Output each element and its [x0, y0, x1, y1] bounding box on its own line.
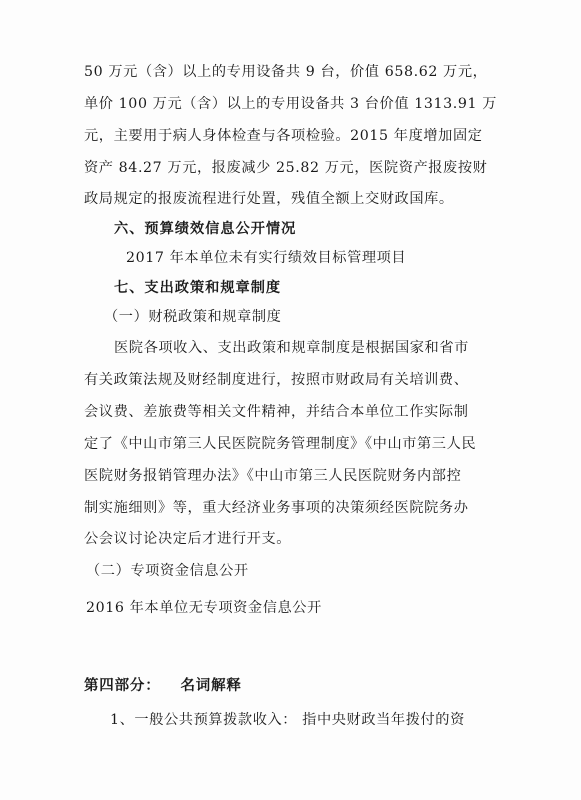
asset-paragraph-line-1: 50 万元（含）以上的专用设备共 9 台，价值 658.62 万元， [84, 64, 488, 80]
section-7-heading: 七、支出政策和规章制度 [114, 280, 282, 296]
policy-paragraph-line-3: 会议费、差旅费等相关文件精神，并结合本单位工作实际制 [84, 404, 469, 420]
part-4-label: 第四部分： [84, 677, 161, 694]
policy-paragraph-line-7: 公会议讨论决定后才进行开支。 [84, 531, 292, 547]
part-4-title: 名词解释 [180, 677, 242, 694]
asset-paragraph-line-3: 元，主要用于病人身体检查与各项检验。2015 年度增加固定 [84, 128, 483, 144]
policy-paragraph-line-1: 医院各项收入、支出政策和规章制度是根据国家和省市 [114, 340, 469, 356]
asset-paragraph-line-5: 政局规定的报废流程进行处置，残值全额上交财政国库。 [84, 191, 454, 207]
policy-paragraph-line-5: 医院财务报销管理办法》《中山市第三人民医院财务内部控 [84, 468, 462, 484]
section-7-sub2-text: 2016 年本单位无专项资金信息公开 [86, 600, 322, 616]
policy-paragraph-line-2: 有关政策法规及财经制度进行，按照市财政局有关培训费、 [84, 372, 469, 388]
glossary-item-1: 1、一般公共预算拨款收入： 指中央财政当年拨付的资 [110, 712, 465, 728]
section-6-heading: 六、预算绩效信息公开情况 [114, 221, 297, 237]
asset-paragraph-line-4: 资产 84.27 万元，报废减少 25.82 万元，医院资产报废按财 [84, 160, 488, 176]
policy-paragraph-line-4: 定了《中山市第三人民医院院务管理制度》《中山市第三人民 [84, 436, 477, 452]
part-4-heading [84, 676, 242, 696]
asset-paragraph-line-2: 单价 100 万元（含）以上的专用设备共 3 台价值 1313.91 万 [84, 96, 497, 112]
policy-paragraph-line-6: 制实施细则》等，重大经济业务事项的决策须经医院院务办 [84, 500, 469, 516]
section-7-subheading-1: （一）财税政策和规章制度 [104, 309, 282, 325]
section-7-subheading-2: （二）专项资金信息公开 [86, 563, 249, 579]
section-6-text: 2017 年本单位未有实行绩效目标管理项目 [126, 250, 407, 266]
